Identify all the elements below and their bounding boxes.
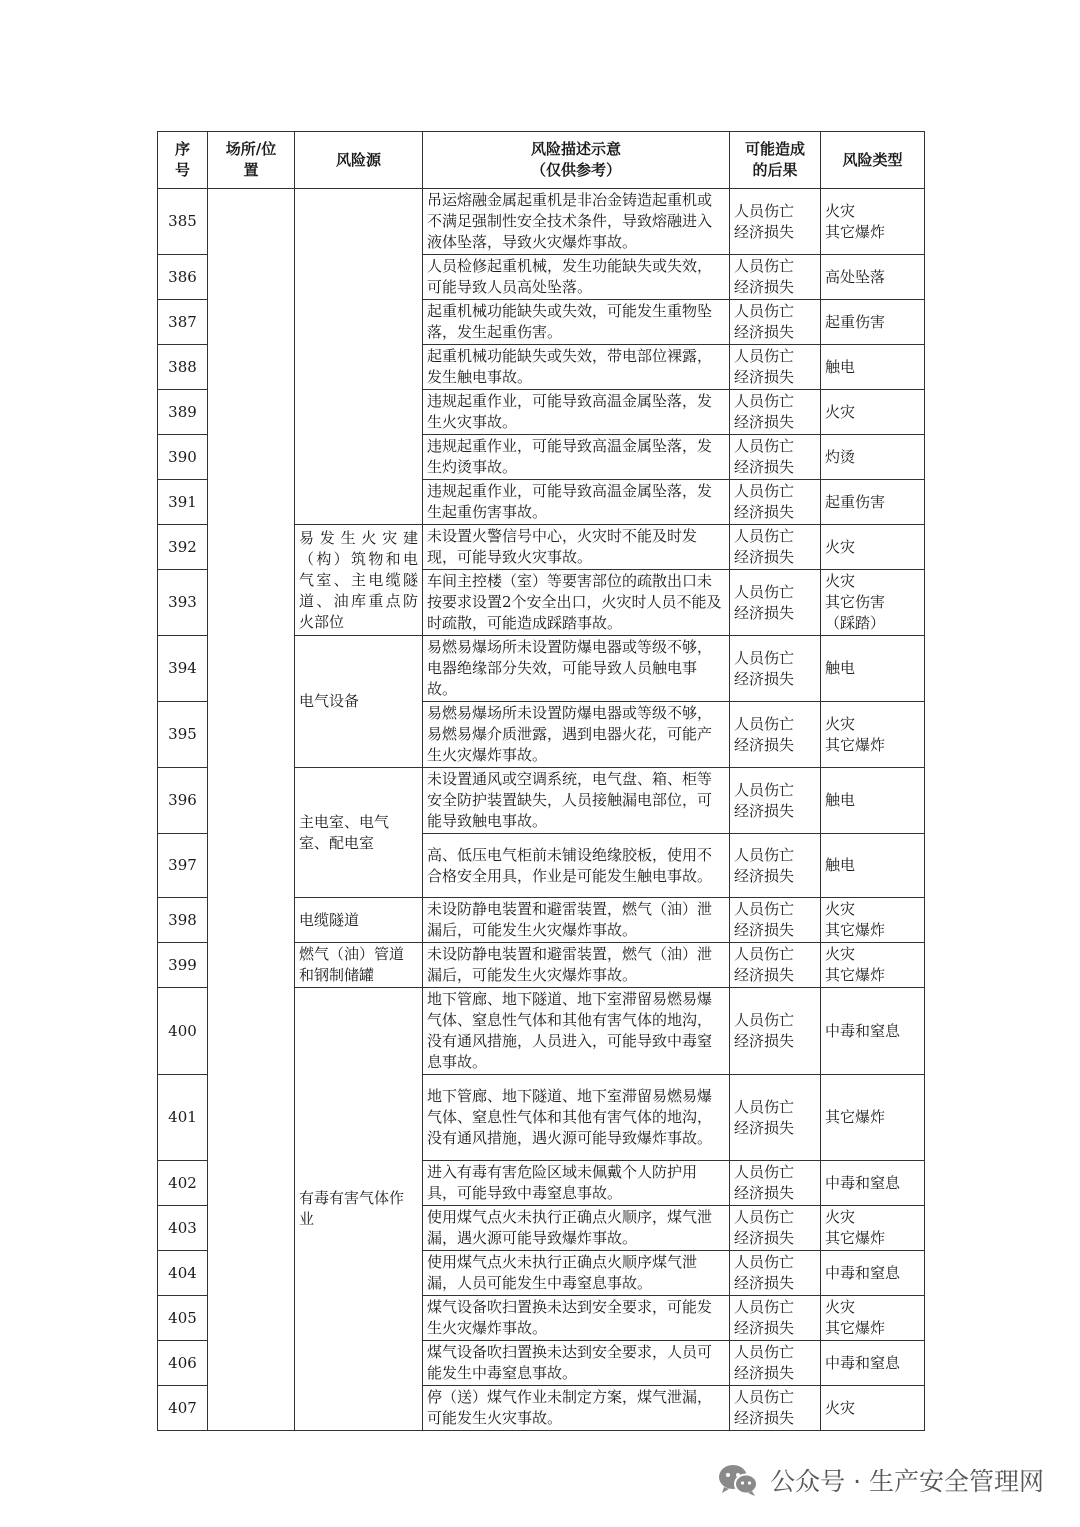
consequence-line: 经济损失 xyxy=(734,1409,795,1427)
consequence-line: 经济损失 xyxy=(734,966,795,984)
table-header-row xyxy=(158,132,925,189)
risk-type-line: 灼烫 xyxy=(825,447,856,466)
consequence-line: 经济损失 xyxy=(734,921,795,939)
risk-type-line: 火灾 xyxy=(825,1298,856,1316)
risk-type-line: 其它爆炸 xyxy=(825,222,886,241)
risk-type-cell xyxy=(821,1341,925,1386)
risk-description: 煤气设备吹扫置换未达到安全要求，人员可能发生中毒窒息事故。 xyxy=(423,1341,730,1386)
risk-description: 地下管廊、地下隧道、地下室滞留易燃易爆气体、窒息性气体和其他有害气体的地沟，没有通风措施，人员进入，可能导致中毒窒息事故。 xyxy=(423,988,730,1075)
risk-type-line: 其它爆炸 xyxy=(825,1319,886,1337)
consequence-line: 经济损失 xyxy=(734,603,795,622)
consequence-line: 经济损失 xyxy=(734,278,795,296)
row-number: 391 xyxy=(158,480,208,525)
risk-type-line: 触电 xyxy=(825,659,856,677)
risk-type-cell xyxy=(821,570,925,636)
row-number: 405 xyxy=(158,1296,208,1341)
consequence-cell xyxy=(730,1075,821,1161)
consequence-cell xyxy=(730,1161,821,1206)
risk-description: 进入有毒有害危险区域未佩戴个人防护用具，可能导致中毒窒息事故。 xyxy=(423,1161,730,1206)
risk-type-line: 火灾 xyxy=(825,714,856,733)
risk-type-cell xyxy=(821,834,925,898)
consequence-cell xyxy=(730,435,821,480)
consequence-cell xyxy=(730,345,821,390)
consequence-line: 人员伤亡 xyxy=(734,582,795,601)
consequence-line: 人员伤亡 xyxy=(734,1388,795,1406)
risk-type-line: 火灾 xyxy=(825,1398,856,1417)
table-row xyxy=(158,189,925,255)
consequence-line: 经济损失 xyxy=(734,548,795,566)
table-body xyxy=(158,189,925,1431)
risk-description: 未设防静电装置和避雷装置，燃气（油）泄漏后，可能发生火灾爆炸事故。 xyxy=(423,943,730,988)
row-number: 394 xyxy=(158,636,208,702)
row-number: 395 xyxy=(158,702,208,768)
risk-description: 起重机械功能缺失或失效，带电部位裸露，发生触电事故。 xyxy=(423,345,730,390)
risk-description: 煤气设备吹扫置换未达到安全要求，可能发生火灾爆炸事故。 xyxy=(423,1296,730,1341)
row-number: 397 xyxy=(158,834,208,898)
consequence-cell xyxy=(730,480,821,525)
risk-type-cell xyxy=(821,768,925,834)
consequence-line: 经济损失 xyxy=(734,735,795,754)
risk-description: 人员检修起重机械，发生功能缺失或失效，可能导致人员高处坠落。 xyxy=(423,255,730,300)
consequence-line: 人员伤亡 xyxy=(734,648,795,667)
risk-type-line: 其它爆炸 xyxy=(825,966,886,984)
consequence-cell xyxy=(730,1206,821,1251)
row-number: 407 xyxy=(158,1386,208,1431)
consequence-line: 经济损失 xyxy=(734,866,795,885)
consequence-line: 人员伤亡 xyxy=(734,1011,795,1029)
risk-type-line: 触电 xyxy=(825,357,856,376)
risk-type-cell xyxy=(821,898,925,943)
consequence-line: 人员伤亡 xyxy=(734,845,795,864)
consequence-line: 人员伤亡 xyxy=(734,1343,795,1361)
risk-table xyxy=(157,131,925,1431)
source-fire-building: 易发生火灾建（构）筑物和电气室、主电缆隧道、油库重点防火部位 xyxy=(295,525,423,636)
footer-text: 公众号 · 生产安全管理网 xyxy=(770,1467,1044,1496)
consequence-line: 经济损失 xyxy=(734,503,795,521)
header-risk-type: 风险类型 xyxy=(821,132,925,189)
consequence-line: 人员伤亡 xyxy=(734,1208,795,1226)
row-number: 400 xyxy=(158,988,208,1075)
risk-type-line: 起重伤害 xyxy=(825,312,886,331)
risk-description: 使用煤气点火未执行正确点火顺序煤气泄漏，人员可能发生中毒窒息事故。 xyxy=(423,1251,730,1296)
risk-type-line: 其它伤害 xyxy=(825,593,886,611)
consequence-line: 人员伤亡 xyxy=(734,780,795,799)
risk-type-line: 中毒和窒息 xyxy=(825,1173,901,1192)
source-main-electrical-room: 主电室、电气室、配电室 xyxy=(295,768,423,898)
risk-description: 未设置通风或空调系统，电气盘、箱、柜等安全防护装置缺失，人员接触漏电部位，可能导致触电事故。 xyxy=(423,768,730,834)
consequence-cell xyxy=(730,768,821,834)
consequence-cell xyxy=(730,300,821,345)
consequence-cell xyxy=(730,570,821,636)
source-electrical-equipment: 电气设备 xyxy=(295,636,423,768)
risk-type-cell xyxy=(821,435,925,480)
risk-description: 违规起重作业，可能导致高温金属坠落，发生灼烫事故。 xyxy=(423,435,730,480)
consequence-line: 经济损失 xyxy=(734,1274,795,1292)
risk-type-cell xyxy=(821,1161,925,1206)
risk-description: 易燃易爆场所未设置防爆电器或等级不够，易燃易爆介质泄露，遇到电器火花，可能产生火灾爆炸事故。 xyxy=(423,702,730,768)
risk-type-cell xyxy=(821,1251,925,1296)
consequence-cell xyxy=(730,1296,821,1341)
consequence-line: 人员伤亡 xyxy=(734,900,795,918)
risk-type-cell xyxy=(821,1386,925,1431)
risk-type-line: 火灾 xyxy=(825,572,856,590)
risk-type-line: 中毒和窒息 xyxy=(825,1263,901,1282)
risk-type-line: 起重伤害 xyxy=(825,492,886,511)
risk-type-line: 触电 xyxy=(825,856,856,874)
row-number: 401 xyxy=(158,1075,208,1161)
risk-type-line: 中毒和窒息 xyxy=(825,1021,901,1040)
risk-type-cell xyxy=(821,300,925,345)
source-cell-blank xyxy=(295,189,423,525)
risk-type-line: 火灾 xyxy=(825,201,856,220)
risk-type-line: 其它爆炸 xyxy=(825,1108,886,1126)
consequence-line: 经济损失 xyxy=(734,801,795,820)
risk-description: 易燃易爆场所未设置防爆电器或等级不够，电器绝缘部分失效，可能导致人员触电事故。 xyxy=(423,636,730,702)
risk-type-cell xyxy=(821,988,925,1075)
risk-type-cell xyxy=(821,702,925,768)
row-number: 390 xyxy=(158,435,208,480)
risk-description: 违规起重作业，可能导致高温金属坠落，发生起重伤害事故。 xyxy=(423,480,730,525)
risk-type-cell xyxy=(821,189,925,255)
risk-type-line: 高处坠落 xyxy=(825,267,886,286)
consequence-line: 人员伤亡 xyxy=(734,1163,795,1181)
consequence-line: 经济损失 xyxy=(734,1032,795,1050)
row-number: 392 xyxy=(158,525,208,570)
risk-description: 地下管廊、地下隧道、地下室滞留易燃易爆气体、窒息性气体和其他有害气体的地沟，没有通风措施，遇火源可能导致爆炸事故。 xyxy=(423,1075,730,1161)
header-no: 序 号 xyxy=(158,132,208,189)
consequence-line: 经济损失 xyxy=(734,1118,795,1137)
consequence-line: 经济损失 xyxy=(734,368,795,386)
risk-type-line: 触电 xyxy=(825,791,856,809)
consequence-line: 经济损失 xyxy=(734,1364,795,1382)
consequence-cell xyxy=(730,1386,821,1431)
consequence-cell xyxy=(730,943,821,988)
consequence-line: 人员伤亡 xyxy=(734,527,795,545)
risk-type-line: 火灾 xyxy=(825,402,856,421)
footer-watermark xyxy=(716,1462,1044,1498)
risk-type-line: 其它爆炸 xyxy=(825,921,886,939)
consequence-line: 经济损失 xyxy=(734,458,795,476)
header-location: 场所/位 置 xyxy=(208,132,295,189)
risk-description: 吊运熔融金属起重机是非冶金铸造起重机或不满足强制性安全技术条件，导致熔融进入液体坠落，导致火灾爆炸事故。 xyxy=(423,189,730,255)
consequence-cell xyxy=(730,390,821,435)
wechat-icon xyxy=(716,1462,760,1498)
consequence-line: 经济损失 xyxy=(734,323,795,341)
risk-description: 未设置火警信号中心，火灾时不能及时发现，可能导致火灾事故。 xyxy=(423,525,730,570)
consequence-cell xyxy=(730,898,821,943)
consequence-line: 人员伤亡 xyxy=(734,482,795,500)
row-number: 387 xyxy=(158,300,208,345)
risk-description: 车间主控楼（室）等要害部位的疏散出口未按要求设置2个安全出口，火灾时人员不能及时疏散，可能造成踩踏事故。 xyxy=(423,570,730,636)
row-number: 385 xyxy=(158,189,208,255)
risk-description: 未设防静电装置和避雷装置，燃气（油）泄漏后，可能发生火灾爆炸事故。 xyxy=(423,898,730,943)
consequence-cell xyxy=(730,702,821,768)
row-number: 389 xyxy=(158,390,208,435)
consequence-line: 人员伤亡 xyxy=(734,437,795,455)
risk-type-cell xyxy=(821,525,925,570)
row-number: 406 xyxy=(158,1341,208,1386)
risk-type-cell xyxy=(821,1075,925,1161)
risk-type-line: （踩踏） xyxy=(825,614,886,632)
header-description: 风险描述示意 （仅供参考） xyxy=(423,132,730,189)
consequence-line: 人员伤亡 xyxy=(734,201,795,220)
consequence-cell xyxy=(730,255,821,300)
header-source: 风险源 xyxy=(295,132,423,189)
risk-type-cell xyxy=(821,390,925,435)
source-cable-tunnel: 电缆隧道 xyxy=(295,898,423,943)
consequence-line: 经济损失 xyxy=(734,1184,795,1202)
consequence-cell xyxy=(730,1341,821,1386)
consequence-cell xyxy=(730,1251,821,1296)
consequence-line: 人员伤亡 xyxy=(734,1298,795,1316)
consequence-line: 经济损失 xyxy=(734,413,795,431)
row-number: 402 xyxy=(158,1161,208,1206)
risk-type-line: 火灾 xyxy=(825,1208,856,1226)
risk-type-line: 其它爆炸 xyxy=(825,1229,886,1247)
row-number: 386 xyxy=(158,255,208,300)
consequence-line: 人员伤亡 xyxy=(734,945,795,963)
consequence-line: 人员伤亡 xyxy=(734,347,795,365)
consequence-line: 经济损失 xyxy=(734,669,795,688)
row-number: 398 xyxy=(158,898,208,943)
row-number: 404 xyxy=(158,1251,208,1296)
row-number: 403 xyxy=(158,1206,208,1251)
row-number: 393 xyxy=(158,570,208,636)
risk-type-cell xyxy=(821,1206,925,1251)
risk-description: 停（送）煤气作业未制定方案，煤气泄漏，可能发生火灾事故。 xyxy=(423,1386,730,1431)
consequence-cell xyxy=(730,189,821,255)
consequence-cell xyxy=(730,525,821,570)
consequence-line: 经济损失 xyxy=(734,1229,795,1247)
consequence-line: 人员伤亡 xyxy=(734,302,795,320)
risk-type-cell xyxy=(821,345,925,390)
consequence-line: 人员伤亡 xyxy=(734,1097,795,1116)
risk-description: 使用煤气点火未执行正确点火顺序，煤气泄漏，遇火源可能导致爆炸事故。 xyxy=(423,1206,730,1251)
consequence-cell xyxy=(730,834,821,898)
risk-description: 起重机械功能缺失或失效，可能发生重物坠落，发生起重伤害。 xyxy=(423,300,730,345)
consequence-cell xyxy=(730,636,821,702)
risk-type-line: 中毒和窒息 xyxy=(825,1353,901,1372)
risk-type-cell xyxy=(821,943,925,988)
risk-type-line: 火灾 xyxy=(825,537,856,556)
consequence-line: 人员伤亡 xyxy=(734,392,795,410)
row-number: 399 xyxy=(158,943,208,988)
risk-type-cell xyxy=(821,480,925,525)
risk-table-container xyxy=(157,131,924,1431)
consequence-line: 经济损失 xyxy=(734,222,795,241)
consequence-cell xyxy=(730,988,821,1075)
row-number: 396 xyxy=(158,768,208,834)
consequence-line: 人员伤亡 xyxy=(734,257,795,275)
risk-type-cell xyxy=(821,636,925,702)
risk-description: 违规起重作业，可能导致高温金属坠落，发生火灾事故。 xyxy=(423,390,730,435)
risk-type-line: 其它爆炸 xyxy=(825,735,886,754)
source-toxic-gas-work: 有毒有害气体作业 xyxy=(295,988,423,1431)
source-gas-pipe-tank: 燃气（油）管道和钢制储罐 xyxy=(295,943,423,988)
risk-type-cell xyxy=(821,1296,925,1341)
location-cell xyxy=(208,189,295,1431)
consequence-line: 人员伤亡 xyxy=(734,714,795,733)
consequence-line: 人员伤亡 xyxy=(734,1253,795,1271)
risk-type-line: 火灾 xyxy=(825,900,856,918)
risk-description: 高、低压电气柜前未铺设绝缘胶板，使用不合格安全用具，作业是可能发生触电事故。 xyxy=(423,834,730,898)
row-number: 388 xyxy=(158,345,208,390)
consequence-line: 经济损失 xyxy=(734,1319,795,1337)
header-consequence: 可能造成 的后果 xyxy=(730,132,821,189)
risk-type-cell xyxy=(821,255,925,300)
risk-type-line: 火灾 xyxy=(825,945,856,963)
